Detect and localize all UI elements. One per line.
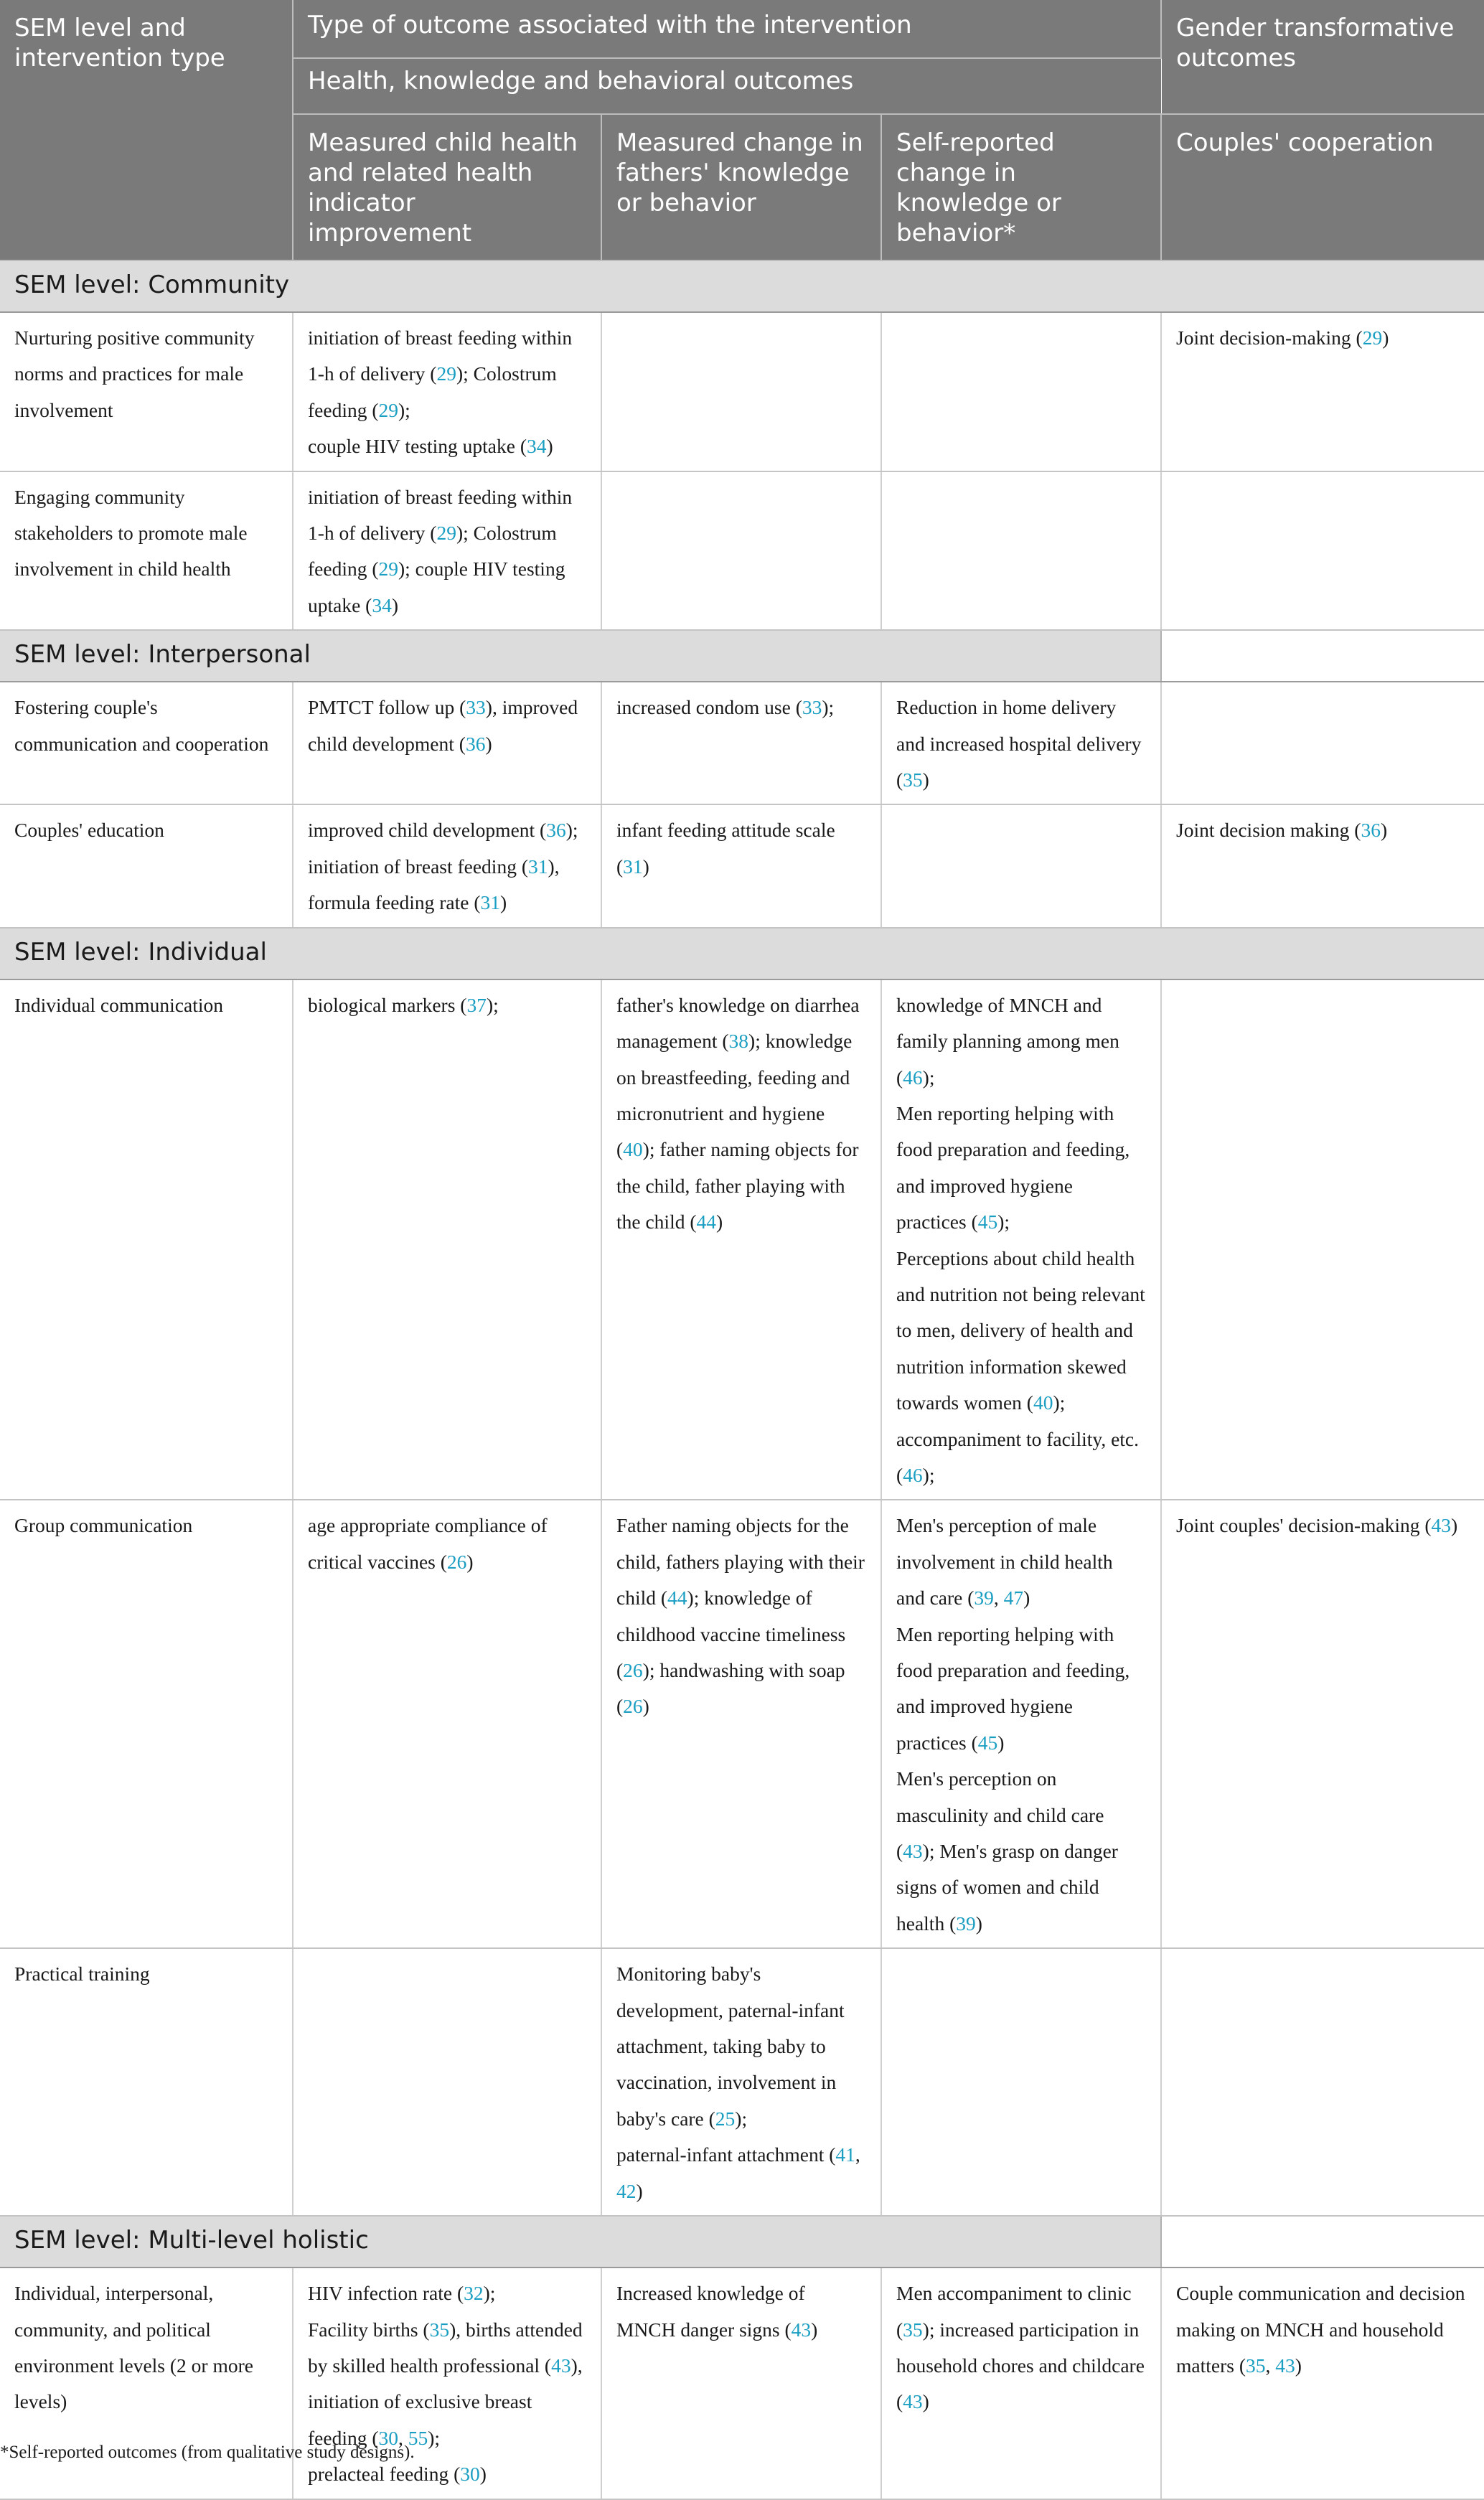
intervention-type: Nurturing positive community norms and practices for male involvement (0, 312, 293, 471)
couples-cooperation (1161, 682, 1484, 804)
citation-ref[interactable]: 44 (667, 1587, 687, 1610)
citation-ref[interactable]: 43 (903, 1840, 923, 1863)
section-row (0, 260, 1484, 312)
section-spacer (1161, 2216, 1484, 2268)
citation-ref[interactable]: 55 (408, 2426, 428, 2449)
citation-ref[interactable]: 35 (1246, 2354, 1266, 2377)
self-reported-change: Reduction in home delivery and increased hospital delivery (35) (881, 682, 1161, 804)
citation-ref[interactable]: 47 (1003, 1587, 1024, 1610)
knowledge-change: Increased knowledge of MNCH danger signs (43) (601, 2268, 881, 2499)
intervention-type: Individual communication (0, 979, 293, 1500)
health-outcome: HIV infection rate (32); Facility births (35), births attended by skilled health professional (43), initiation of exclusive breast feeding (30, 55); prelacteal feeding (30) (293, 2268, 601, 2499)
citation-ref[interactable]: 43 (791, 2318, 812, 2341)
citation-ref[interactable]: 43 (1431, 1514, 1452, 1537)
citation-ref[interactable]: 43 (903, 2390, 923, 2413)
intervention-type: Couples' education (0, 804, 293, 927)
header-type-of-outcome: Type of outcome associated with the intervention (293, 0, 1161, 58)
citation-ref[interactable]: 36 (546, 819, 566, 842)
health-outcome: age appropriate compliance of critical vaccines (26) (293, 1500, 601, 1948)
table-row (0, 804, 1484, 927)
citation-ref[interactable]: 43 (1275, 2354, 1295, 2377)
citation-ref[interactable]: 35 (903, 2318, 923, 2341)
footnote: *Self-reported outcomes (from qualitative study designs). (0, 2443, 415, 2462)
citation-ref[interactable]: 37 (466, 993, 487, 1016)
self-reported-change (881, 471, 1161, 631)
section-label: SEM level: Multi-level holistic (0, 2216, 1161, 2268)
table-row (0, 312, 1484, 471)
citation-ref[interactable]: 29 (1362, 326, 1383, 349)
header-measured-health: Measured child health and related health indicator improvement (293, 114, 601, 260)
citation-ref[interactable]: 42 (616, 2179, 637, 2202)
intervention-type: Individual, interpersonal, community, and political environment levels (2 or more levels) (0, 2268, 293, 2499)
intervention-type: Group communication (0, 1500, 293, 1948)
self-reported-change: knowledge of MNCH and family planning among men (46); Men reporting helping with food preparation and feeding, and improved hygiene practices (45); Perceptions about child health and nutrition not being relevant to men, delivery of health and nutrition information skewed towards women (40); accompaniment to facility, etc. (46); (881, 979, 1161, 1500)
citation-ref[interactable]: 26 (446, 1550, 467, 1573)
intervention-type: Practical training (0, 1948, 293, 2216)
section-row (0, 630, 1484, 682)
citation-ref[interactable]: 29 (436, 362, 456, 385)
knowledge-change: increased condom use (33); (601, 682, 881, 804)
citation-ref[interactable]: 45 (977, 1731, 998, 1754)
citation-ref[interactable]: 36 (1361, 819, 1381, 842)
section-label: SEM level: Community (0, 260, 1484, 312)
section-label: SEM level: Interpersonal (0, 630, 1161, 682)
self-reported-change: Men's perception of male involvement in child health and care (39, 47) Men reporting helping with food preparation and feeding, and improved hygiene practices (45) Men's perception on masculinity and child care (43); Men's grasp on danger signs of women and child health (39) (881, 1500, 1161, 1948)
health-outcome: PMTCT follow up (33), improved child development (36) (293, 682, 601, 804)
citation-ref[interactable]: 31 (623, 855, 643, 878)
citation-ref[interactable]: 40 (623, 1138, 643, 1161)
health-outcome: initiation of breast feeding within 1-h of delivery (29); Colostrum feeding (29); couple HIV testing uptake (34) (293, 312, 601, 471)
section-label: SEM level: Individual (0, 928, 1484, 979)
header-measured-change: Measured change in fathers' knowledge or behavior (601, 114, 881, 260)
citation-ref[interactable]: 44 (696, 1211, 716, 1233)
table-row (0, 979, 1484, 1500)
table-row (0, 682, 1484, 804)
knowledge-change (601, 312, 881, 471)
citation-ref[interactable]: 29 (378, 398, 398, 421)
knowledge-change (601, 471, 881, 631)
couples-cooperation: Joint decision making (36) (1161, 804, 1484, 927)
intervention-type: Fostering couple's communication and cooperation (0, 682, 293, 804)
knowledge-change: father's knowledge on diarrhea management (38); knowledge on breastfeeding, feeding and micronutrient and hygiene (40); father naming objects for the child, father playing with the child (44) (601, 979, 881, 1500)
citation-ref[interactable]: 36 (465, 732, 486, 755)
citation-ref[interactable]: 46 (903, 1463, 923, 1486)
citation-ref[interactable]: 32 (464, 2282, 484, 2305)
citation-ref[interactable]: 26 (623, 1659, 643, 1681)
self-reported-change (881, 1948, 1161, 2216)
citation-ref[interactable]: 46 (903, 1066, 923, 1089)
health-outcome: biological markers (37); (293, 979, 601, 1500)
citation-ref[interactable]: 33 (802, 696, 822, 719)
knowledge-change: infant feeding attitude scale (31) (601, 804, 881, 927)
citation-ref[interactable]: 45 (977, 1211, 998, 1233)
health-outcome: initiation of breast feeding within 1-h of delivery (29); Colostrum feeding (29); couple HIV testing uptake (34) (293, 471, 601, 631)
knowledge-change: Monitoring baby's development, paternal-infant attachment, taking baby to vaccination, involvement in baby's care (25); paternal-infant attachment (41, 42) (601, 1948, 881, 2216)
citation-ref[interactable]: 29 (436, 522, 456, 545)
couples-cooperation: Joint decision-making (29) (1161, 312, 1484, 471)
self-reported-change: Men accompaniment to clinic (35); increased participation in household chores and childcare (43) (881, 2268, 1161, 2499)
couples-cooperation: Couple communication and decision making on MNCH and household matters (35, 43) (1161, 2268, 1484, 2499)
citation-ref[interactable]: 26 (623, 1695, 643, 1718)
header-couples-cooperation: Couples' cooperation (1161, 114, 1484, 260)
citation-ref[interactable]: 43 (551, 2354, 571, 2377)
table-row (0, 1948, 1484, 2216)
citation-ref[interactable]: 33 (466, 696, 486, 719)
section-row (0, 928, 1484, 979)
header-sem-level: SEM level and intervention type (0, 0, 293, 260)
couples-cooperation: Joint couples' decision-making (43) (1161, 1500, 1484, 1948)
health-outcome (293, 1948, 601, 2216)
header-self-reported: Self-reported change in knowledge or behavior* (881, 114, 1161, 260)
self-reported-change (881, 312, 1161, 471)
citation-ref[interactable]: 40 (1033, 1391, 1053, 1414)
citation-ref[interactable]: 38 (728, 1030, 749, 1053)
citation-ref[interactable]: 25 (715, 2107, 736, 2130)
citation-ref[interactable]: 30 (378, 2426, 398, 2449)
citation-ref[interactable]: 30 (460, 2463, 480, 2486)
couples-cooperation (1161, 1948, 1484, 2216)
citation-ref[interactable]: 31 (480, 891, 501, 914)
citation-ref[interactable]: 39 (956, 1912, 976, 1935)
couples-cooperation (1161, 979, 1484, 1500)
header-health-knowledge: Health, knowledge and behavioral outcomes (293, 58, 1161, 114)
section-spacer (1161, 630, 1484, 682)
citation-ref[interactable]: 35 (429, 2318, 450, 2341)
couples-cooperation (1161, 471, 1484, 631)
citation-ref[interactable]: 34 (372, 593, 392, 616)
intervention-type: Engaging community stakeholders to promote male involvement in child health (0, 471, 293, 631)
header-gender-transformative: Gender transformative outcomes (1161, 0, 1484, 114)
knowledge-change: Father naming objects for the child, fathers playing with their child (44); knowledge of childhood vaccine timeliness (26); handwashing with soap (26) (601, 1500, 881, 1948)
table-row (0, 1500, 1484, 1948)
citation-ref[interactable]: 31 (528, 855, 548, 878)
self-reported-change (881, 804, 1161, 927)
citation-ref[interactable]: 35 (903, 769, 923, 791)
health-outcome: improved child development (36); initiation of breast feeding (31), formula feeding rate (31) (293, 804, 601, 927)
table-row (0, 471, 1484, 631)
citation-ref[interactable]: 41 (835, 2143, 855, 2166)
citation-ref[interactable]: 29 (378, 558, 398, 581)
section-row (0, 2216, 1484, 2268)
table-row (0, 2268, 1484, 2499)
citation-ref[interactable]: 39 (974, 1587, 994, 1610)
citation-ref[interactable]: 34 (526, 435, 547, 458)
